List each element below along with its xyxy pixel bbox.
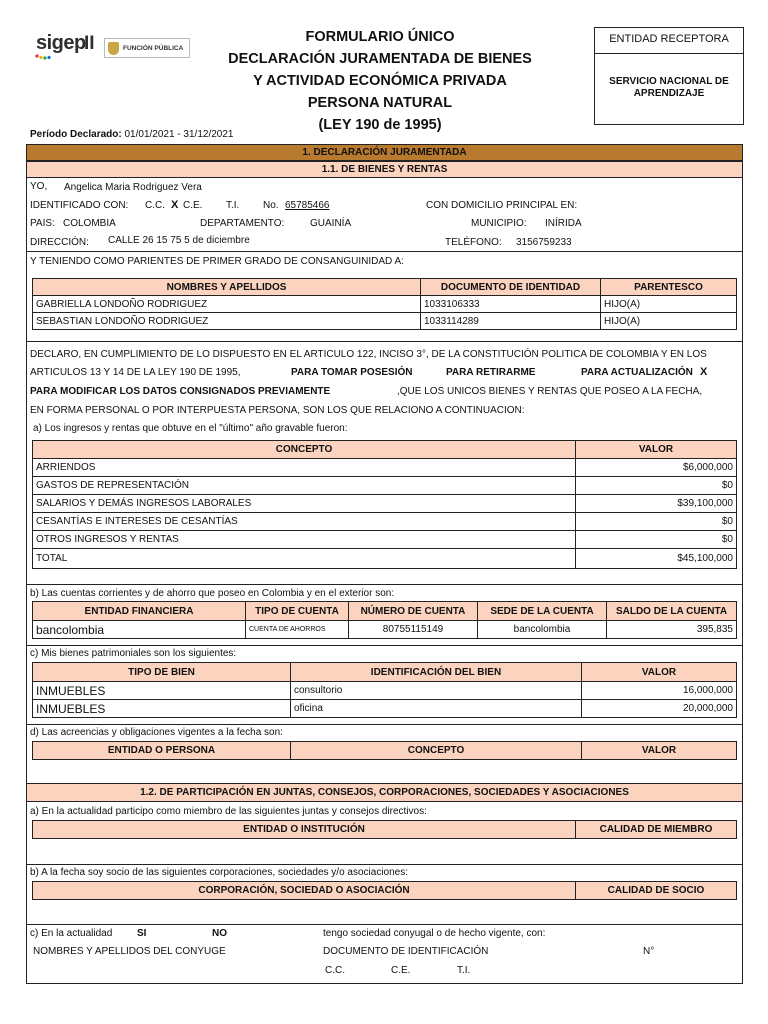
col-concepto-acreencia: CONCEPTO [290, 741, 582, 760]
conyuge-ce-label: C.E. [391, 965, 411, 976]
table-row-cell: HIJO(A) [600, 295, 737, 313]
cc-label: C.C. [145, 200, 165, 211]
table-row-cell: SALARIOS Y DEMÁS INGRESOS LABORALES [32, 494, 576, 513]
declaracion-line-2: ARTICULOS 13 Y 14 DE LA LEY 190 DE 1995, [30, 367, 241, 378]
section-1-2-title: 1.2. DE PARTICIPACIÓN EN JUNTAS, CONSEJOS, CORPORACIONES, SOCIEDADES Y ASOCIACIONES [26, 783, 743, 802]
conyuge-cc-label: C.C. [325, 965, 345, 976]
periodo-label: Período Declarado: [30, 129, 122, 140]
col-calidad-socio: CALIDAD DE SOCIO [575, 881, 737, 900]
telefono-label: TELÉFONO: [445, 237, 502, 248]
ingresos-intro: a) Los ingresos y rentas que obtuve en el "último" año gravable fueron: [33, 423, 348, 434]
conyuge-ti-label: T.I. [457, 965, 471, 976]
table-row-cell: INMUEBLES [32, 681, 291, 700]
municipio-value: INÍRIDA [545, 218, 582, 229]
table-row-cell: 80755115149 [348, 620, 478, 639]
entidad-receptora-value: SERVICIO NACIONAL DE APRENDIZAJE [609, 76, 729, 99]
table-row-cell: ARRIENDOS [32, 458, 576, 477]
table-row-cell: $0 [575, 512, 737, 531]
table-row-cell: CUENTA DE AHORROS [245, 620, 349, 639]
direccion-label: DIRECCIÓN: [30, 237, 89, 248]
col-entidad-financiera: ENTIDAD FINANCIERA [32, 601, 246, 621]
col-identificacion-bien: IDENTIFICACIÓN DEL BIEN [290, 662, 582, 682]
acreencias-intro: d) Las acreencias y obligaciones vigentes a la fecha son: [30, 727, 283, 738]
col-tipo-bien: TIPO DE BIEN [32, 662, 291, 682]
table-row-cell: 1033114289 [420, 312, 601, 330]
pais-label: PAIS: [30, 218, 55, 229]
actualizacion-option: PARA ACTUALIZACIÓN [581, 367, 693, 378]
yo-label: YO, [30, 181, 48, 192]
section-1-title: 1. DECLARACIÓN JURAMENTADA [26, 144, 743, 161]
domicilio-label: CON DOMICILIO PRINCIPAL EN: [426, 200, 578, 211]
sigep-brand: sigep [36, 32, 86, 54]
title-line-4: PERSONA NATURAL [307, 95, 453, 111]
cc-mark: X [171, 199, 179, 211]
col-sede-cuenta: SEDE DE LA CUENTA [477, 601, 607, 621]
funcion-publica-label: FUNCIÓN PÚBLICA [123, 44, 184, 52]
table-row-cell: bancolombia [477, 620, 607, 639]
section-1-1-title: 1.1. DE BIENES Y RENTAS [26, 161, 743, 178]
col-parentesco: PARENTESCO [600, 278, 737, 296]
conyuge-name-label: NOMBRES Y APELLIDOS DEL CONYUGE [33, 946, 226, 957]
no-option: NO [212, 928, 227, 939]
posesion-option: PARA TOMAR POSESIÓN [291, 367, 413, 378]
sociedades-intro: b) A la fecha soy socio de las siguientes corporaciones, sociedades y/o asociaciones: [30, 867, 408, 878]
ce-label: C.E. [183, 200, 203, 211]
table-row-cell: oficina [290, 699, 582, 718]
table-row-cell: 20,000,000 [581, 699, 737, 718]
funcion-publica-logo [104, 38, 190, 58]
municipio-label: MUNICIPIO: [471, 218, 527, 229]
table-row-cell: 395,835 [606, 620, 737, 639]
conyugal-rest: tengo sociedad conyugal o de hecho vigente, con: [323, 928, 546, 939]
bienes-intro: c) Mis bienes patrimoniales son los siguientes: [30, 648, 237, 659]
table-row-cell: 1033106333 [420, 295, 601, 313]
no-label: No. [263, 200, 279, 211]
table-row-cell: bancolombia [32, 620, 246, 639]
declaracion-line-4: EN FORMA PERSONAL O POR INTERPUESTA PERSONA, SON LOS QUE RELACIONO A CONTINUACION: [30, 405, 525, 416]
col-numero-cuenta: NÚMERO DE CUENTA [348, 601, 478, 621]
col-tipo-cuenta: TIPO DE CUENTA [245, 601, 349, 621]
departamento-label: DEPARTAMENTO: [200, 218, 285, 229]
declarant-name: Angelica Maria Rodriguez Vera [64, 182, 202, 193]
juntas-intro: a) En la actualidad participo como miembro de las siguientes juntas y consejos directivos: [30, 806, 427, 817]
col-valor-acreencia: VALOR [581, 741, 737, 760]
table-row-cell: $0 [575, 476, 737, 495]
col-nombres: NOMBRES Y APELLIDOS [32, 278, 421, 296]
declaracion-line-3-rest: ,QUE LOS UNICOS BIENES Y RENTAS QUE POSEO A LA FECHA, [397, 386, 703, 397]
parientes-intro: Y TENIENDO COMO PARIENTES DE PRIMER GRADO DE CONSANGUINIDAD A: [30, 256, 404, 267]
table-row-cell: GASTOS DE REPRESENTACIÓN [32, 476, 576, 495]
numero-label: N° [643, 946, 655, 957]
entidad-receptora-label: ENTIDAD RECEPTORA [609, 33, 729, 45]
actualizacion-mark: X [700, 366, 708, 378]
retirarme-option: PARA RETIRARME [446, 367, 536, 378]
si-option: SI [137, 928, 147, 939]
table-row-cell: $45,100,000 [575, 548, 737, 569]
table-row-cell: 16,000,000 [581, 681, 737, 700]
title-line-3: Y ACTIVIDAD ECONÓMICA PRIVADA [253, 73, 507, 89]
declaracion-line-1: DECLARO, EN CUMPLIMIENTO DE LO DISPUESTO EN EL ARTICULO 122, INCISO 3°, DE LA CONSTITUCIÓN POLITICA DE COLOMBIA Y EN LOS [30, 349, 707, 360]
table-row-cell: CESANTÍAS E INTERESES DE CESANTÍAS [32, 512, 576, 531]
table-row-cell: OTROS INGRESOS Y RENTAS [32, 530, 576, 549]
col-valor: VALOR [575, 440, 737, 459]
ti-label: T.I. [226, 200, 240, 211]
telefono-value: 3156759233 [516, 237, 572, 248]
table-row-cell: INMUEBLES [32, 699, 291, 718]
col-entidad-persona: ENTIDAD O PERSONA [32, 741, 291, 760]
col-entidad-institucion: ENTIDAD O INSTITUCIÓN [32, 820, 576, 839]
table-row-cell: GABRIELLA LONDOÑO RODRIGUEZ [32, 295, 421, 313]
title-line-2: DECLARACIÓN JURAMENTADA DE BIENES [228, 51, 532, 67]
departamento-value: GUAINÍA [310, 218, 352, 229]
col-concepto: CONCEPTO [32, 440, 576, 459]
table-row-cell: $0 [575, 530, 737, 549]
title-line-5: (LEY 190 de 1995) [318, 117, 442, 133]
cuentas-intro: b) Las cuentas corrientes y de ahorro que poseo en Colombia y en el exterior son: [30, 588, 395, 599]
col-valor-bien: VALOR [581, 662, 737, 682]
pais-value: COLOMBIA [63, 218, 116, 229]
direccion-value: CALLE 26 15 75 5 de diciembre [108, 235, 250, 246]
col-documento: DOCUMENTO DE IDENTIDAD [420, 278, 601, 296]
col-corporacion: CORPORACIÓN, SOCIEDAD O ASOCIACIÓN [32, 881, 576, 900]
col-calidad-miembro: CALIDAD DE MIEMBRO [575, 820, 737, 839]
periodo-value: 01/01/2021 - 31/12/2021 [124, 129, 234, 140]
table-row-cell: $6,000,000 [575, 458, 737, 477]
title-line-1: FORMULARIO ÚNICO [305, 29, 455, 45]
table-row-cell: SEBASTIAN LONDOÑO RODRIGUEZ [32, 312, 421, 330]
identificado-label: IDENTIFICADO CON: [30, 200, 129, 211]
table-row-cell: TOTAL [32, 548, 576, 569]
table-row-cell: $39,100,000 [575, 494, 737, 513]
sigep-brand-suffix: II [84, 33, 95, 54]
documento-identificacion-label: DOCUMENTO DE IDENTIFICACIÓN [323, 946, 489, 957]
form-title [225, 26, 535, 136]
sigep-logo [34, 32, 100, 62]
conyugal-label: c) En la actualidad [30, 928, 113, 939]
coat-of-arms-icon [108, 42, 119, 55]
modificar-option: PARA MODIFICAR LOS DATOS CONSIGNADOS PREVIAMENTE [30, 386, 331, 397]
table-row-cell: consultorio [290, 681, 582, 700]
periodo-declarado [30, 129, 233, 140]
col-saldo-cuenta: SALDO DE LA CUENTA [606, 601, 737, 621]
id-number: 65785466 [285, 200, 330, 211]
table-row-cell: HIJO(A) [600, 312, 737, 330]
